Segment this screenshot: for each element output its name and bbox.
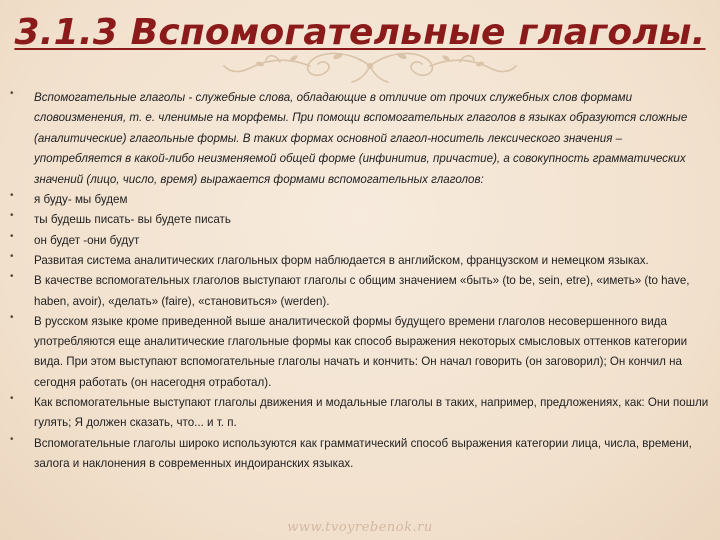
bullet-icon: • [10,88,14,99]
list-item-text: ты будешь писать- вы будете писать [34,213,231,227]
slide-title: 3.1.3 Вспомогательные глаголы. [14,12,706,53]
bullet-icon: • [10,210,14,222]
list-item-text: Развитая система аналитических глагольных форм наблюдается в английском, французском и немецком языках. [34,253,649,267]
list-item-text: я буду- мы будем [34,193,128,207]
list-item [10,231,710,251]
list-item [10,393,710,434]
bullet-icon: • [10,250,14,262]
list-item [10,210,710,230]
bullet-icon: • [10,311,14,323]
list-item [10,190,710,210]
bullet-icon: • [10,271,14,283]
list-item-text: В качестве вспомогательных глаголов выступают глаголы с общим значением «быть» (to be, sein, etre), «иметь» (to have, haben, avoir), «делать» (faire), «становиться» (werden). [34,274,690,308]
list-item-text: он будет -они будут [34,233,140,247]
bullet-icon: • [10,230,14,242]
list-item [10,434,710,475]
bullet-icon: • [10,433,14,445]
list-item-text: Как вспомогательные выступают глаголы движения и модальные глаголы в таких, например, предложениях, как: Они пошли гулять; Я должен сказать, что... и т. п. [34,396,709,430]
list-item-text: Вспомогательные глаголы - служебные слова, обладающие в отличие от прочих служебных слов формами словоизменения, т. е. членимые на морфемы. При помощи вспомогательных глаголов в языках образуются сложные (аналитические) глагольные формы. В таких формах основной глагол-носитель лексического значения – употребляется в какой-либо неизменяемой общей форме (инфинитив, причастие), а совокупность грамматических значений (лицо, число, время) выражается формами вспомогательных глаголов: [34,91,688,186]
list-item-text: В русском языке кроме приведенной выше аналитической формы будущего времени глаголов несовершенного вида употребляются еще аналитические глагольные формы как способ выражения некоторых смысловых оттенков категории вида. При этом выступают вспомогательные глаголы начать и кончить: Он начал говорить (он заговорил); Он кончил на сегодня работать (он насегодня отработал). [34,314,688,389]
list-item [10,271,710,312]
bullet-icon: • [10,190,14,202]
decorative-ornament [220,44,520,88]
bullet-list [10,88,710,474]
watermark: www.tvoyrebenok.ru [287,520,433,535]
list-item [10,312,710,393]
list-item [10,251,710,271]
list-item [10,88,710,190]
bullet-icon: • [10,393,14,404]
list-item-text: Вспомогательные глаголы широко используются как грамматический способ выражения категории лица, числа, времени, залога и наклонения в современных индоиранских языках. [34,436,692,470]
